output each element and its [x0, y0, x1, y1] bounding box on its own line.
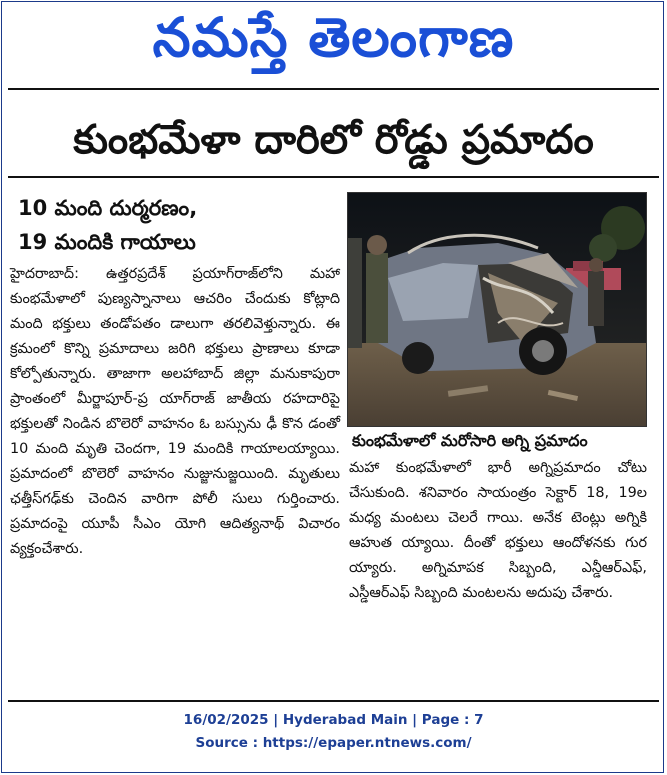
article-body	[10, 262, 340, 562]
article-headline: కుంభమేళా దారిలో రోడ్డు ప్రమాదం	[73, 117, 594, 163]
fire-story-text: మహా కుంభమేళాలో భారీ అగ్నిప్రమాదం చోటు చేసుకుంది. శనివారం సాయంత్రం సెక్టార్‌ 18, 19ల మధ్య మంటలు చెలరే గాయి. అనేక టెంట్లు అగ్నికి ఆహుత య్యాయి. దీంతో భక్తులు ఆందోళనకు గుర య్యారు. అగ్నిమాపక సిబ్బంది, ఎన్డీఆర్‌ఎఫ్‌, ఎస్డీఆర్‌ఎఫ్‌ సిబ్బంది మంటలను అదుపు చేశారు.	[349, 460, 647, 601]
fire-story-body	[349, 456, 647, 606]
headline-rule	[8, 176, 659, 178]
crash-photo	[347, 192, 647, 427]
fire-story-caption: కుంభమేళాలో మరోసారి అగ్ని ప్రమాదం	[352, 431, 588, 450]
footer-rule	[8, 700, 659, 702]
crashed-vehicle-photo-icon	[348, 193, 646, 426]
article-body-text: హైదరాబాద్‌: ఉత్తరప్రదేశ్‌ ప్రయాగ్‌రాజ్‌లోని మహా కుంభమేళాలో పుణ్యస్నానాలు ఆచరిం చేందుకు కోట్లాది మంది భక్తులు తండోపతం డాలుగా తరలివెళ్తున్నారు. ఈ క్రమంలో కొన్ని ప్రమాదాలు జరిగి భక్తులు ప్రాణాలు కూడా కోల్పోతున్నారు. తాజాగా అలహాబాద్‌ జిల్లా మనుకాపురా ప్రాంతంలో మీర్జాపూర్‌-ప్ర యాగ్‌రాజ్‌ జాతీయ రహదారిపై భక్తులతో నిండిన బొలెరో వాహనం ఓ బస్సును ఢీ కొన డంతో 10 మంది మృతి చెందగా, 19 మందికి గాయాలయ్యాయి. ప్రమాదంలో బొలెరో వాహనం నుజ్జునుజ్జయింది. మృతులు ఛత్తీస్‌గఢ్‌కు చెందిన వారిగా పోలీ సులు గుర్తించారు. ప్రమాదంపై యూపీ సీఎం యోగి ఆదిత్యనాథ్‌ విచారం వ్యక్తంచేశారు.	[10, 266, 340, 557]
footer-source: Source : https://epaper.ntnews.com/	[195, 735, 472, 751]
subheadline-line-1: 10 మంది దుర్మరణం,	[18, 196, 198, 220]
subheadline-line-2: 19 మందికి గాయాలు	[18, 230, 196, 254]
newspaper-masthead: నమస్తే తెలంగాణ	[152, 6, 515, 69]
top-rule	[8, 88, 659, 90]
footer-edition-info: 16/02/2025 | Hyderabad Main | Page : 7	[183, 712, 484, 728]
